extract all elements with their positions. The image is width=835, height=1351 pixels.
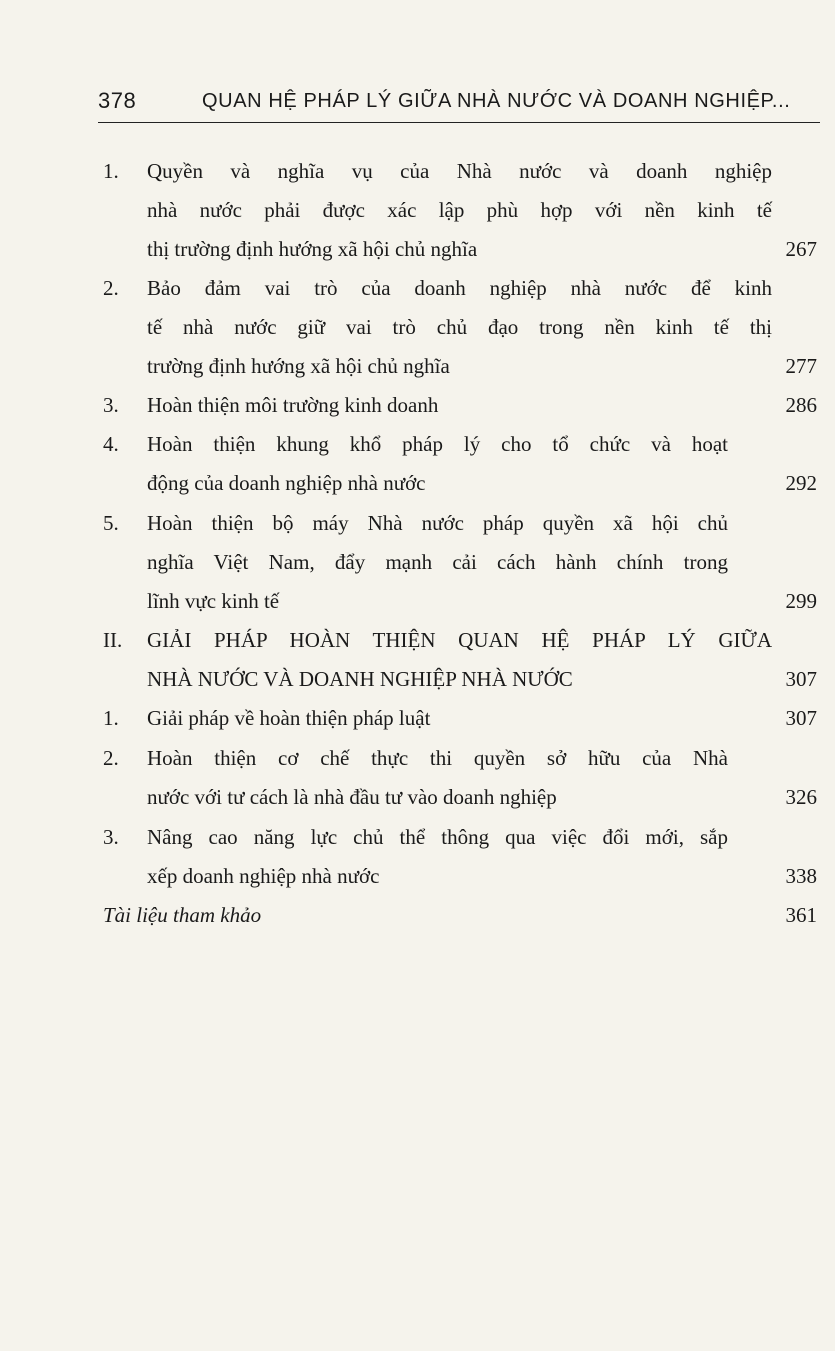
toc-entry-line: thị trường định hướng xã hội chủ nghĩa — [147, 237, 478, 261]
toc-entry-line: nhà nước phải được xác lập phù hợp với nền kinh tế — [147, 198, 772, 222]
toc-entry-number: 3. — [103, 393, 119, 417]
toc-entry-number: 3. — [103, 825, 119, 849]
toc-entry-line: Giải pháp về hoàn thiện pháp luật — [147, 706, 431, 730]
toc-entry-line: xếp doanh nghiệp nhà nước — [147, 864, 380, 888]
toc-entry-line: trường định hướng xã hội chủ nghĩa — [147, 354, 450, 378]
toc-section-line: GIẢI PHÁP HOÀN THIỆN QUAN HỆ PHÁP LÝ GIỮA — [147, 628, 772, 652]
toc-entry-page: 299 — [785, 589, 817, 613]
toc-entry-line: Hoàn thiện môi trường kinh doanh — [147, 393, 439, 417]
page-number: 378 — [98, 88, 137, 113]
toc-entry-line: Bảo đảm vai trò của doanh nghiệp nhà nước để kinh — [147, 276, 772, 300]
toc-entry-line: động của doanh nghiệp nhà nước — [147, 471, 426, 495]
toc-entry-number: 2. — [103, 746, 119, 770]
toc-entry-page: 307 — [785, 706, 817, 730]
toc-entry-page: 338 — [785, 864, 817, 888]
toc-section-line: NHÀ NƯỚC VÀ DOANH NGHIỆP NHÀ NƯỚC — [147, 667, 573, 691]
toc-entry-page: 286 — [785, 393, 817, 417]
toc-entry-number: 4. — [103, 432, 119, 456]
running-title: QUAN HỆ PHÁP LÝ GIỮA NHÀ NƯỚC VÀ DOANH NGHIỆP... — [202, 90, 791, 112]
toc-entry-line: Quyền và nghĩa vụ của Nhà nước và doanh nghiệp — [147, 159, 772, 183]
toc-entry-line: lĩnh vực kinh tế — [147, 589, 280, 613]
toc-entry-page: 292 — [785, 471, 817, 495]
toc-entry-line: Hoàn thiện khung khổ pháp lý cho tổ chức và hoạt — [147, 432, 728, 456]
toc-entry-line: nước với tư cách là nhà đầu tư vào doanh nghiệp — [147, 785, 557, 809]
toc-section-number: II. — [103, 628, 123, 652]
toc-entry-number: 1. — [103, 706, 119, 730]
toc-entry-page: 277 — [785, 354, 817, 378]
toc-entry-page: 326 — [785, 785, 817, 809]
toc-entry-line: Hoàn thiện bộ máy Nhà nước pháp quyền xã hội chủ — [147, 511, 728, 535]
toc-references-page: 361 — [785, 903, 817, 927]
toc-entry-number: 2. — [103, 276, 119, 300]
toc-entry-line: nghĩa Việt Nam, đẩy mạnh cải cách hành chính trong — [147, 550, 728, 574]
toc-entry-page: 267 — [785, 237, 817, 261]
toc-entry-line: Nâng cao năng lực chủ thể thông qua việc đổi mới, sắp — [147, 825, 728, 849]
toc-entry-line: tế nhà nước giữ vai trò chủ đạo trong nền kinh tế thị — [147, 315, 772, 339]
toc-entry-line: Hoàn thiện cơ chế thực thi quyền sở hữu của Nhà — [147, 746, 728, 770]
toc-entry-number: 5. — [103, 511, 119, 535]
toc-references-label: Tài liệu tham khảo — [103, 903, 262, 927]
toc-entry-number: 1. — [103, 159, 119, 183]
toc-section-page: 307 — [785, 667, 817, 691]
